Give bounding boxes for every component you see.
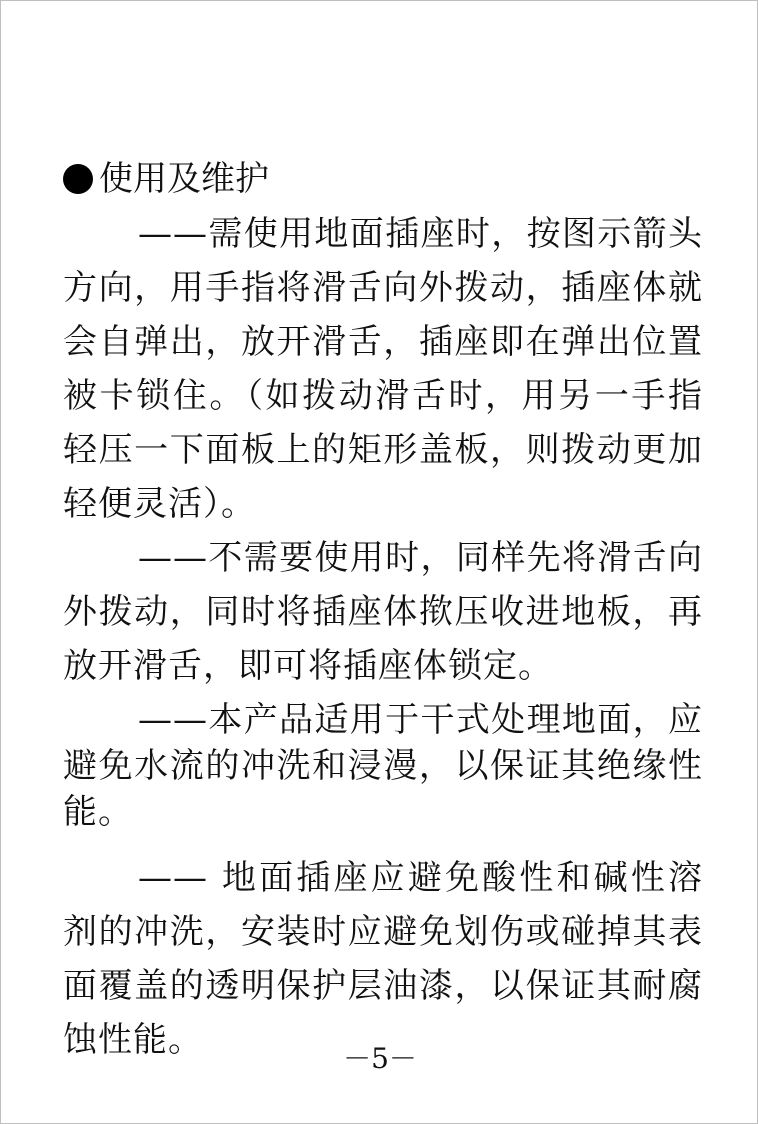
page-content: [63, 151, 703, 1067]
section-heading: [63, 151, 703, 207]
paragraph-usage: ——需使用地面插座时，按图示箭头方向，用手指将滑舌向外拨动，插座体就会自弹出，放开滑舌，插座即在弹出位置被卡锁住。（如拨动滑舌时，用另一手指轻压一下面板上的矩形盖板，则拨动更加轻便灵活）。: [63, 214, 703, 524]
section-heading-text: 使用及维护: [99, 159, 269, 199]
paragraph-retract: ——不需要使用时，同样先将滑舌向外拨动，同时将插座体揿压收进地板，再放开滑舌，即可将插座体锁定。: [63, 538, 703, 686]
page-number: －5－: [343, 1042, 417, 1075]
bullet-icon: [63, 164, 93, 194]
paragraph-chemical: —— 地面插座应避免酸性和碱性溶剂的冲洗，安装时应避免划伤或碰掉其表面覆盖的透明保护层油漆，以保证其耐腐蚀性能。: [63, 858, 703, 1060]
paragraph-dry-floor: ——本产品适用于干式处理地面，应避免水流的冲洗和浸漫，以保证其绝缘性能。: [63, 700, 703, 832]
